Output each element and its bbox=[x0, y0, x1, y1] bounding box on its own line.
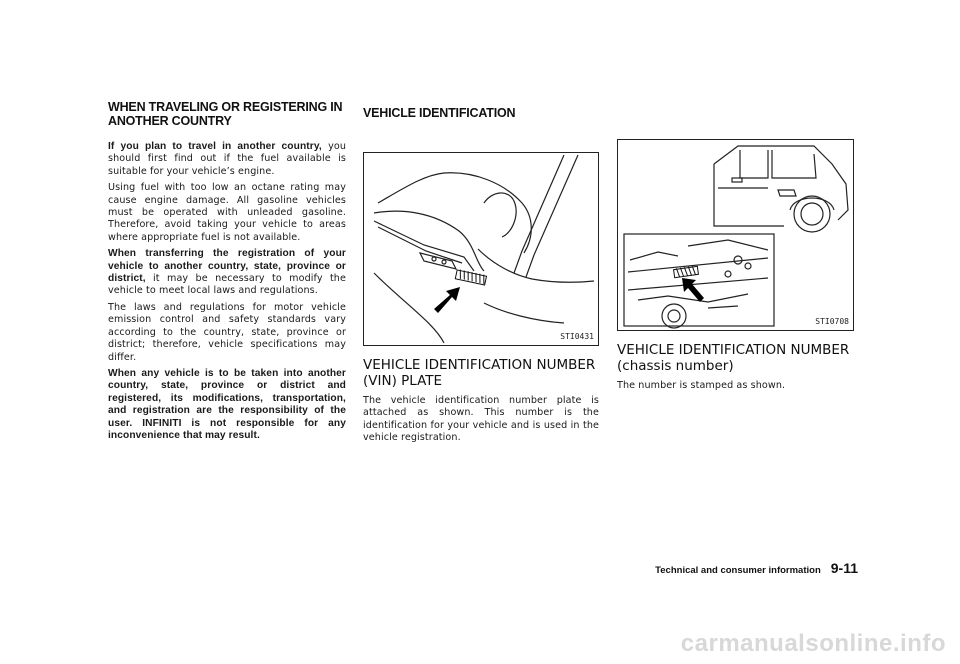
paragraph-fuel-lead: If you plan to travel in another country, bbox=[108, 141, 322, 152]
paragraph-fuel bbox=[108, 141, 346, 178]
figure-id-sti0708: STI0708 bbox=[815, 317, 849, 326]
paragraph-fuel-text: you should first find out if the fuel available is suitable for your vehicle’s engine. bbox=[108, 141, 346, 177]
middle-column bbox=[363, 106, 599, 449]
subheading-vin-plate: VEHICLE IDENTIFICATION NUMBER (VIN) PLATE bbox=[363, 357, 596, 389]
vin-plate-illustration bbox=[363, 152, 599, 346]
watermark: carmanualsonline.info bbox=[680, 630, 946, 657]
paragraph-registration-text: it may be necessary to modify the vehicle to meet local laws and regulations. bbox=[108, 273, 346, 297]
paragraph-regulations: The laws and regulations for motor vehicle emission control and safety standards vary according to the country, state, province or district; therefore, vehicle specifications may differ. bbox=[108, 301, 346, 363]
page-footer bbox=[614, 560, 858, 576]
paragraph-responsibility bbox=[108, 368, 346, 442]
page-number: 9-11 bbox=[830, 560, 858, 576]
paragraph-chassis-number: The number is stamped as shown. bbox=[617, 380, 786, 391]
paragraph-responsibility-bold: When any vehicle is to be taken into another country, state, province or district and registered, its modifications, transportation, and registration are the responsibility of the user. INFINITI is not responsible for any inconvenience that may result. bbox=[108, 367, 346, 441]
figure-id-sti0431: STI0431 bbox=[560, 332, 594, 341]
footer-chapter-title: Technical and consumer information bbox=[655, 565, 821, 576]
paragraph-vin-plate: The vehicle identification number plate is attached as shown. This number is the identification for your vehicle and is used in the vehicle registration. bbox=[363, 395, 599, 444]
paragraph-registration-lead: When transferring the registration of your vehicle to another country, state, province or district, bbox=[108, 248, 346, 285]
chassis-number-illustration bbox=[617, 139, 854, 331]
section-heading-traveling: WHEN TRAVELING OR REGISTERING IN ANOTHER COUNTRY bbox=[108, 100, 343, 128]
left-column bbox=[108, 100, 346, 446]
chassis-number-drawing bbox=[618, 140, 853, 330]
paragraph-octane: Using fuel with too low an octane rating may cause engine damage. All gasoline vehicles must be operated with unleaded gasoline. Therefore, avoid taking your vehicle to areas where appropriate fuel is not available. bbox=[108, 182, 346, 243]
subheading-chassis-number: VEHICLE IDENTIFICATION NUMBER (chassis number) bbox=[617, 342, 850, 374]
section-heading-vehicle-id: VEHICLE IDENTIFICATION bbox=[363, 106, 516, 120]
vin-plate-drawing bbox=[364, 153, 598, 345]
paragraph-registration bbox=[108, 248, 346, 298]
right-column bbox=[617, 139, 854, 396]
